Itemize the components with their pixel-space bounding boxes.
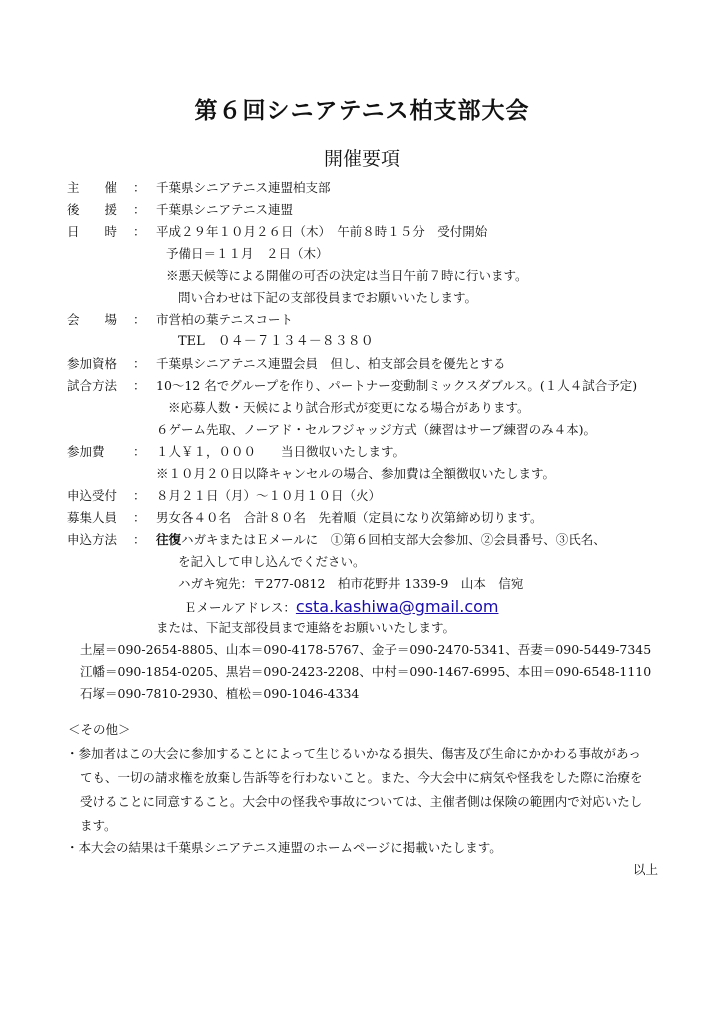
email-label: Ｅメールアドレス： (184, 600, 296, 615)
colon: ： (133, 444, 146, 459)
item-value: ８月２１日（月）～１０月１０日（火） (156, 488, 382, 503)
item-value: 千葉県シニアテニス連盟 (156, 202, 294, 217)
colon: ： (133, 532, 146, 547)
colon: ： (133, 488, 146, 503)
match-note: ※応募人数・天候により試合形式が変更になる場合があります。 (168, 400, 530, 415)
bold-text: 往復 (156, 532, 182, 547)
colon: ： (133, 312, 146, 327)
contact-line: 土屋＝090-2654-8805、山本＝090-4178-5767、金子＝090-2470-5341、吾妻＝090-5449-7345 (80, 642, 652, 657)
date-note: 予備日＝１１月 ２日（木） (166, 246, 329, 261)
other-heading: ＜その他＞ (68, 722, 131, 737)
item-label: 後 援 (67, 202, 118, 217)
item-value: 10～12 名でグループを作り、パートナー変動制ミックスダブルス。(１人４試合予定) (156, 378, 638, 393)
fee-note: ※１０月２０日以降キャンセルの場合、参加費は全額徴収いたします。 (156, 466, 556, 481)
item-label: 申込受付 (67, 488, 118, 503)
email-line (184, 597, 498, 616)
other-line: 受けることに同意すること。大会中の怪我や事故については、主催者側は保険の範囲内で対応いたし (80, 794, 643, 809)
item-label: 参加費 (67, 444, 105, 459)
other-line: ます。 (80, 818, 117, 833)
contact-line: 江幡＝090-1854-0205、黒岩＝090-2423-2208、中村＝090-1467-6995、本田＝090-6548-1110 (80, 664, 652, 679)
item-label: 募集人員 (67, 510, 118, 525)
item-value: 千葉県シニアテニス連盟会員 但し、柏支部会員を優先とする (156, 356, 506, 371)
item-value (156, 532, 606, 547)
colon: ： (133, 180, 146, 195)
item-label: 参加資格 (67, 356, 118, 371)
colon: ： (133, 510, 146, 525)
item-value: 男女各４０名 合計８０名 先着順（定員になり次第締め切ります。 (156, 510, 543, 525)
apply-note: を記入して申し込んでください。 (178, 554, 366, 569)
apply-alt: または、下記支部役員まで連絡をお願いいたします。 (156, 620, 456, 635)
other-line: ても、一切の請求権を放棄し告訴等を行わないこと。また、今大会中に病気や怪我をした際に治療を (80, 770, 643, 785)
item-value: 市営柏の葉テニスコート (156, 312, 294, 327)
colon: ： (133, 356, 146, 371)
colon: ： (133, 202, 146, 217)
item-label: 会 場 (67, 312, 118, 327)
other-line: ・本大会の結果は千葉県シニアテニス連盟のホームページに掲載いたします。 (66, 840, 502, 855)
colon: ： (133, 378, 146, 393)
match-note: ６ゲーム先取、ノーアド・セルフジャッジ方式（練習はサーブ練習のみ４本)。 (156, 422, 597, 437)
venue-tel: TEL ０４－７１３４－８３８０ (178, 334, 374, 349)
item-value: １人￥１，０００ 当日徴収いたします。 (156, 444, 406, 459)
date-note: ※悪天候等による開催の可否の決定は当日午前７時に行います。 (166, 268, 528, 283)
page-subtitle: 開催要項 (323, 148, 400, 170)
colon: ： (133, 224, 146, 239)
item-value-text: ハガキまたはＥメールに ①第６回柏支部大会参加、②会員番号、③氏名、 (181, 532, 606, 547)
closing: 以上 (632, 862, 658, 877)
item-label: 主 催 (67, 180, 118, 195)
date-note: 問い合わせは下記の支部役員までお願いいたします。 (178, 290, 478, 305)
item-label: 試合方法 (67, 378, 118, 393)
item-label: 申込方法 (67, 532, 118, 547)
email-link[interactable]: csta.kashiwa@gmail.com (295, 597, 499, 616)
other-line: ・参加者はこの大会に参加することによって生じるいかなる損失、傷害及び生命にかかわる事故があっ (66, 746, 641, 761)
contact-line: 石塚＝090-7810-2930、植松＝090-1046-4334 (80, 686, 360, 701)
item-value: 千葉県シニアテニス連盟柏支部 (156, 180, 331, 195)
apply-note: ハガキ宛先：〒277-0812 柏市花野井 1339-9 山本 信宛 (178, 576, 524, 591)
item-label: 日 時 (67, 224, 118, 239)
item-value: 平成２９年１０月２６日（木） 午前８時１５分 受付開始 (156, 224, 488, 239)
page-title: 第６回シニアテニス柏支部大会 (194, 98, 530, 124)
